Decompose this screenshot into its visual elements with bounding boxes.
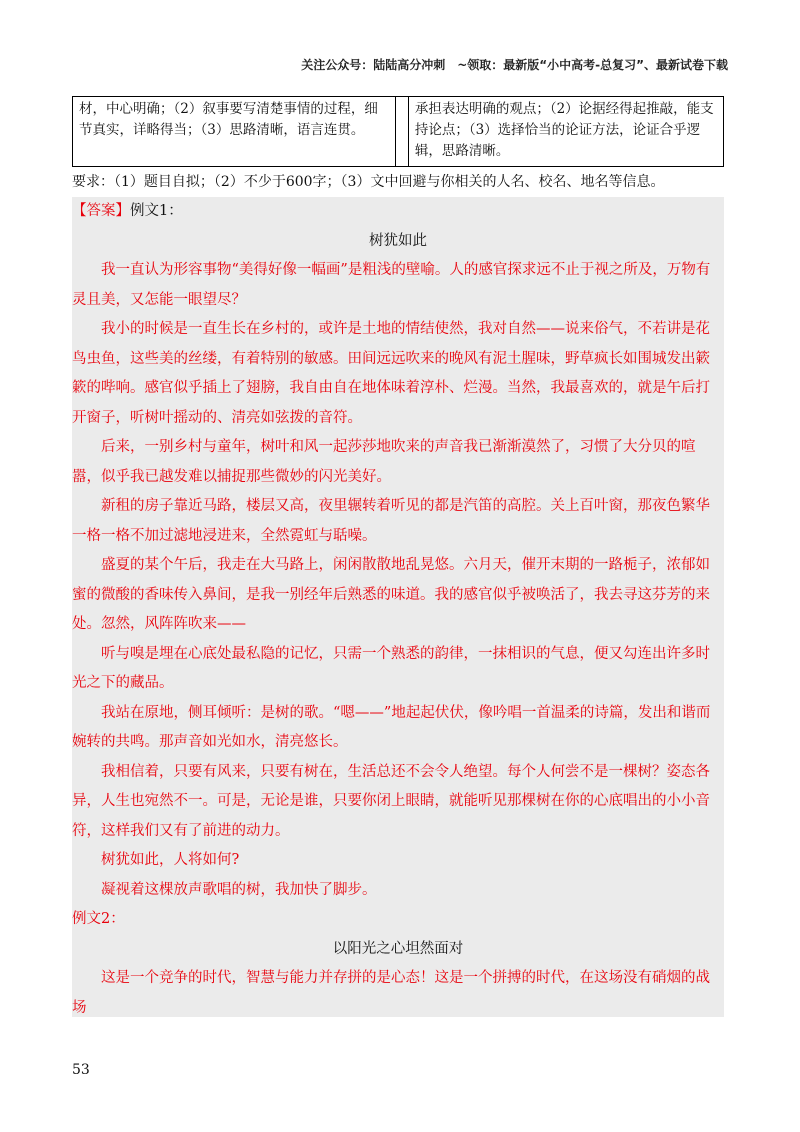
essay1-paragraph: 盛夏的某个午后，我走在大马路上，闲闲散散地乱晃悠。六月天，催开末期的一路栀子，浓郁如蜜的微酸的香味传入鼻间，是我一别经年后熟悉的味道。我的感官似乎被唤活了，我去寻这芬芳的来处。忽然，风阵阵吹来——	[72, 557, 710, 632]
answer-heading	[72, 197, 724, 227]
essay2-title: 以阳光之心坦然面对	[332, 940, 464, 957]
essay1-paragraph: 凝视着这棵放声歌唱的树，我加快了脚步。	[101, 881, 377, 898]
criteria-gap-cell	[396, 97, 409, 167]
criteria-right-cell: 承担表达明确的观点；（2）论据经得起推敲，能支持论点；（3）选择恰当的论证方法，论证合乎逻辑，思路清晰。	[408, 97, 723, 167]
example2-label: 例文2：	[72, 911, 125, 927]
criteria-table	[72, 96, 724, 167]
essay1-paragraph: 我站在原地，侧耳倾听：是树的歌。“嗯——”地起起伏伏，像吟唱一首温柔的诗篇，发出和谐而婉转的共鸣。那声音如光如水，清亮悠长。	[72, 704, 711, 750]
essay1-paragraph: 听与嗅是埋在心底处最私隐的记忆，只需一个熟悉的韵律，一抹相识的气息，便又勾连出许多时光之下的藏品。	[72, 645, 710, 691]
essay1-paragraph: 我一直认为形容事物“美得好像一幅画”是粗浅的壁喻。人的感官探求远不止于视之所及，万物有灵且美，又怎能一眼望尽？	[72, 262, 711, 308]
essay1-paragraph: 我相信着，只要有风来，只要有树在，生活总还不会令人绝望。每个人何尝不是一棵树？姿态各异，人生也宛然不一。可是，无论是谁，只要你闭上眼睛，就能听见那棵树在你的心底唱出的小小音符，这样我们又有了前进的动力。	[72, 763, 710, 839]
criteria-left-cell: 材，中心明确；（2）叙事要写清楚事情的过程，细节真实，详略得当；（3）思路清晰，语言连贯。	[73, 97, 396, 167]
answer-content	[72, 197, 724, 1023]
essay1-paragraph: 我小的时候是一直生长在乡村的，或许是土地的情结使然，我对自然——说来俗气，不若讲是花鸟虫鱼，这些美的丝缕，有着特别的敏感。田间远远吹来的晚风有泥土腥味，野草疯长如围城发出簌簌的哔响。感官似乎插上了翅膀，我自由自在地体味着淳朴、烂漫。当然，我最喜欢的，就是午后打开窗子，听树叶摇动的、清亮如弦拨的音符。	[72, 321, 710, 426]
essay1-paragraph: 树犹如此，人将如何?	[101, 852, 240, 868]
essay1-title: 树犹如此	[369, 232, 427, 249]
page-number: 53	[72, 1062, 90, 1078]
essay1-paragraph: 新租的房子靠近马路，楼层又高，夜里辗转着听见的都是汽笛的高腔。关上百叶窗，那夜色繁华一格一格不加过滤地浸进来，全然霓虹与聒噪。	[72, 498, 710, 544]
answer-tag: 【答案】	[72, 203, 130, 219]
requirements-line: 要求：（1）题目自拟；（2）不少于600字；（3）文中回避与你相关的人名、校名、地名等信息。	[72, 174, 665, 190]
essay1-paragraph: 后来，一别乡村与童年，树叶和风一起莎莎地吹来的声音我已渐渐漠然了，习惯了大分贝的喧嚣，似乎我已越发难以捕捉那些微妙的闪光美好。	[72, 439, 696, 485]
example1-label: 例文1：	[130, 203, 183, 219]
essay2-paragraph: 这是一个竞争的时代，智慧与能力并存拼的是心态！这是一个拼搏的时代，在这场没有硝烟的战场	[72, 970, 710, 1016]
page-header: 关注公众号：陆陆高分冲刺 ~领取：最新版“小中高考-总复习”、最新试卷下载	[301, 58, 728, 72]
